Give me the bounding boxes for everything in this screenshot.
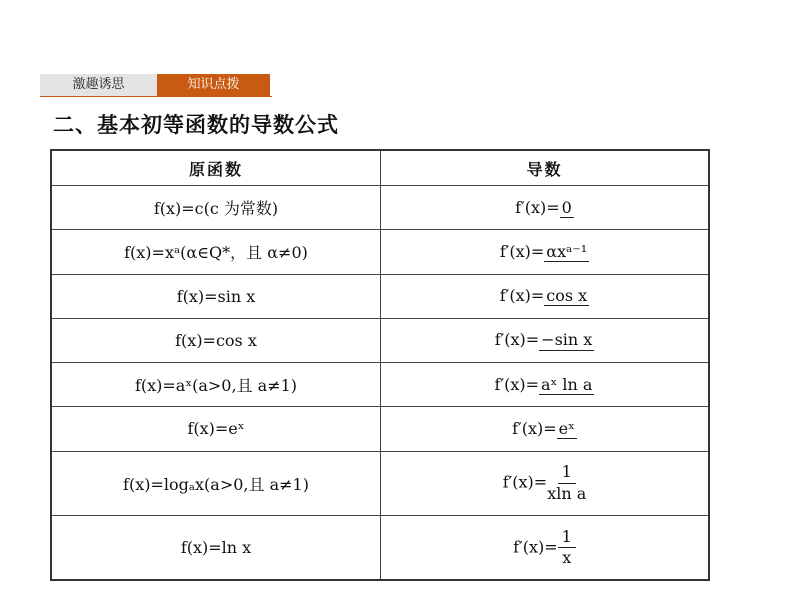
function-text: f(x)=xᵃ(α∈Q*，且 α≠0) (124, 243, 308, 263)
table-row (51, 451, 709, 515)
derivative-cell (381, 363, 710, 407)
section-title: 二、基本初等函数的导数公式 (53, 113, 339, 137)
function-cell (51, 318, 381, 362)
derivative-cell (381, 516, 710, 581)
function-cell (51, 186, 381, 230)
function-text: f(x)=aˣ(a>0,且 a≠1) (134, 376, 298, 396)
derivative-answer: cos x (546, 286, 588, 306)
function-cell (51, 516, 381, 581)
function-text: f(x)=eˣ (187, 419, 245, 439)
derivative-fraction (558, 528, 576, 568)
derivative-cell (381, 274, 710, 318)
function-cell (51, 230, 381, 274)
derivative-answer: αxᵃ⁻¹ (546, 241, 588, 261)
derivative-prefix: f′(x)= (515, 197, 560, 217)
derivative-answer: aˣ ln a (541, 374, 593, 394)
tab-motivation[interactable]: 激趣诱思 (40, 74, 157, 96)
derivative-answer: eˣ (558, 418, 575, 438)
fraction-denominator: x (562, 548, 572, 567)
header-original-function: 原函数 (51, 150, 381, 186)
fraction-numerator: 1 (558, 528, 576, 548)
table-row (51, 274, 709, 318)
function-cell (51, 274, 381, 318)
table-row (51, 318, 709, 362)
table-row (51, 186, 709, 230)
derivative-prefix: f′(x)= (502, 472, 548, 492)
function-text: f(x)=c(c 为常数) (153, 199, 279, 219)
derivative-cell (381, 318, 710, 362)
derivative-cell (381, 451, 710, 515)
function-cell (51, 451, 381, 515)
derivative-cell (381, 186, 710, 230)
tab-underline (40, 96, 272, 97)
derivative-prefix: f′(x)= (499, 286, 545, 306)
derivative-formula-table (50, 149, 710, 581)
fraction-denominator: xln a (547, 483, 587, 503)
function-cell (51, 363, 381, 407)
table-header-row (51, 150, 709, 186)
table-row (51, 407, 709, 451)
tab-bar (40, 74, 270, 96)
derivative-prefix: f′(x)= (494, 374, 539, 394)
function-text: f(x)=cos x (175, 330, 257, 350)
derivative-prefix: f′(x)= (494, 330, 540, 350)
derivative-answer: −sin x (541, 330, 593, 350)
derivative-prefix: f′(x)= (499, 241, 545, 261)
function-text: f(x)=sin x (176, 286, 256, 306)
table-row (51, 363, 709, 407)
fraction-numerator: 1 (558, 463, 576, 483)
header-derivative: 导数 (381, 150, 710, 186)
derivative-prefix: f′(x)= (513, 537, 558, 556)
derivative-prefix: f′(x)= (512, 418, 557, 438)
derivative-cell (381, 407, 710, 451)
derivative-answer: 0 (561, 197, 572, 217)
function-text: f(x)=ln x (180, 538, 252, 557)
derivative-cell (381, 230, 710, 274)
derivative-fraction (547, 463, 586, 503)
table-row (51, 230, 709, 274)
function-cell (51, 407, 381, 451)
function-text: f(x)=logₐx(a>0,且 a≠1) (123, 474, 309, 494)
tab-knowledge-points[interactable]: 知识点拨 (157, 74, 270, 96)
table-row (51, 516, 709, 581)
